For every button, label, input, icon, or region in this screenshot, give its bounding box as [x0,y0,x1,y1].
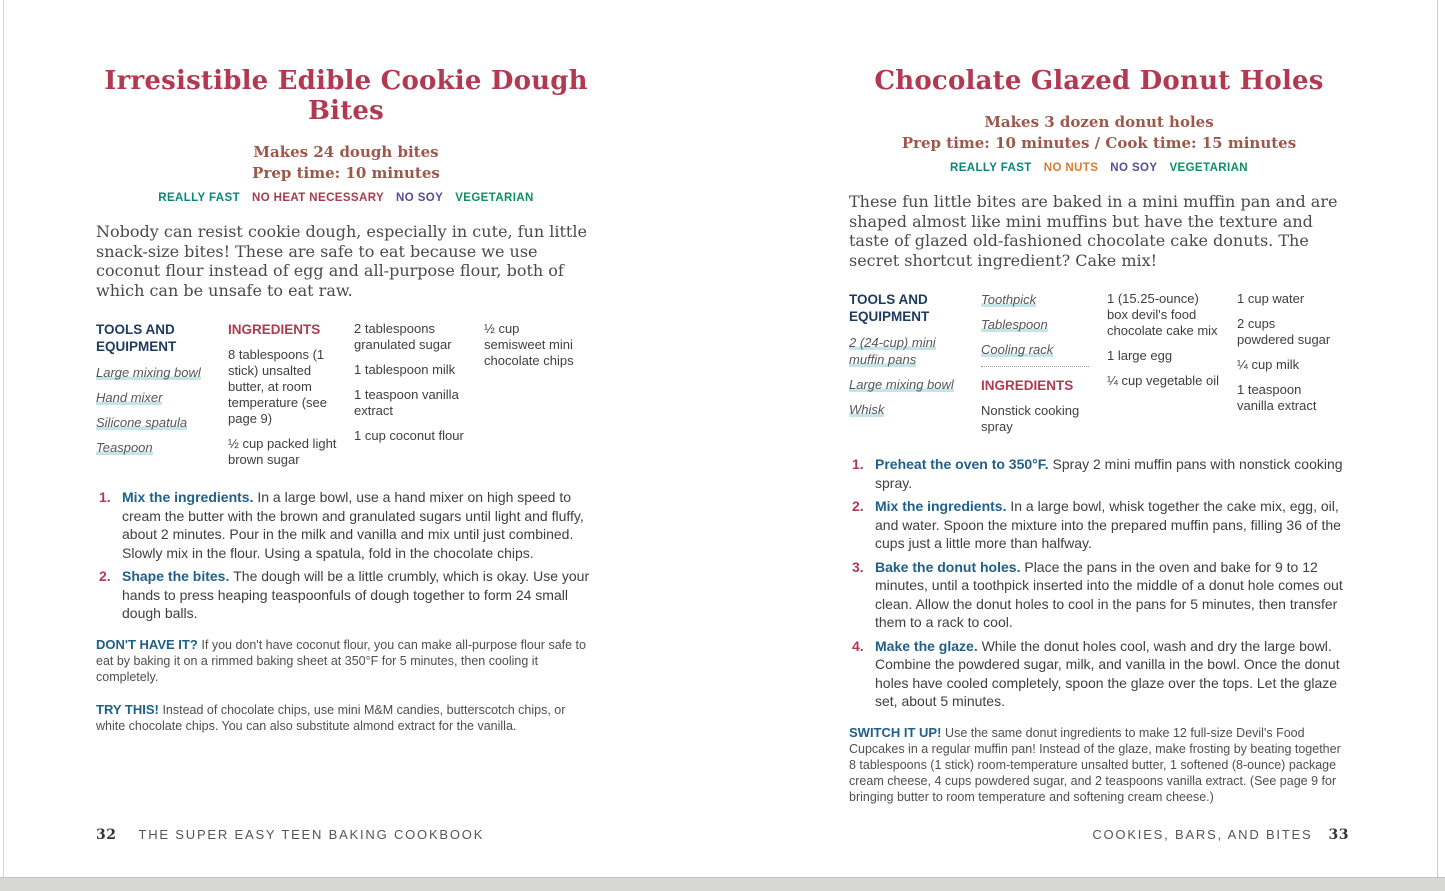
recipe-step [849,637,1349,711]
diet-tag: REALLY FAST [950,162,1032,174]
ingredient-item: Nonstick cooking spray [981,403,1080,434]
page-number: 33 [1328,827,1349,843]
tool-item [981,316,1093,333]
chapter-title: COOKIES, BARS, AND BITES [1092,827,1313,842]
step-lead: Mix the ingredients. [875,498,1011,514]
ingredients-header: INGREDIENTS [981,378,1074,393]
ingredient-item: 1 (15.25-ounce) box devil's food chocolate cake mix [1107,291,1218,338]
step-number: 2. [99,568,111,584]
step-text [875,558,1349,632]
step-number: 2. [852,498,864,514]
ingredient-item: 1 cup water [1237,291,1305,306]
step-body: In a large bowl, use a hand mixer on high speed to cream the butter with the brown and granulated sugars until light and fluffy, about 2 minutes. Pour in the milk and vanilla and mix until just combined. Slowly mix in the flour. Using a spatula, fold in the chocolate chips. [122,489,584,561]
tool-item [96,414,214,431]
recipe-notes [96,637,596,734]
step-lead: Bake the donut holes. [875,558,1025,575]
diet-tag: NO HEAT NECESSARY [252,192,385,204]
recipe-times: Prep time: 10 minutes / Cook time: 15 minutes [901,134,1297,152]
diet-tag: NO NUTS [1043,162,1099,174]
ingredient-item: 1 tablespoon milk [354,362,456,377]
materials-column [228,321,354,477]
diet-tag: VEGETARIAN [1169,162,1248,174]
tool-name: Large mixing bowl [96,365,201,380]
diet-tag: REALLY FAST [158,192,240,204]
right-page-donut-holes [849,0,1349,822]
right-page-footer [849,827,1349,843]
column-divider [981,366,1089,367]
page-edge-right [1437,0,1438,877]
recipe-notes [849,725,1349,805]
step-lead: Shape the bites. [122,568,234,584]
step-text [875,497,1349,553]
materials-column [96,321,228,477]
recipe-step [849,497,1349,553]
ingredient-item: 1 large egg [1107,348,1173,363]
tool-name: Large mixing bowl [849,377,954,392]
tool-name: Silicone spatula [96,415,188,430]
recipe-steps [96,488,596,623]
tool-name: Teaspoon [96,440,153,455]
recipe-intro: These fun little bites are baked in a mini muffin pan and are shaped almost like mini muffins but have the texture and taste of glazed old-fashioned chocolate cake donuts. The secret shortcut ingredient? Cake mix! [849,192,1338,270]
step-body: Place the pans in the oven and bake for 9 to 12 minutes, until a toothpick inserted into the middle of a donut hole comes out clean. Allow the donut holes to cool in the pans for 5 minutes, then transfer them to a rack to cool. [875,558,1343,630]
note-label: SWITCH IT UP! [849,724,946,740]
ingredient-item: ¼ cup milk [1237,357,1300,372]
materials-column [981,291,1107,444]
diet-tag: VEGETARIAN [455,192,534,204]
tools-and-ingredients [849,291,1349,444]
tool-item [981,341,1093,358]
recipe-times: Prep time: 10 minutes [252,164,440,182]
tool-name: Toothpick [981,292,1037,307]
tools-and-ingredients [96,321,596,477]
ingredient-item: ¼ cup vegetable oil [1107,373,1220,388]
step-text [875,637,1349,711]
tools-header: TOOLS AND EQUIPMENT [96,322,177,354]
tool-name: Tablespoon [981,317,1048,332]
materials-column [354,321,484,477]
tool-item [96,439,214,456]
note-body: If you don't have coconut flour, you can make all-purpose flour safe to eat by baking it on a rimmed baking sheet at 350°F for 5 minutes, then cooling it completely. [96,637,586,684]
left-page-cookie-dough-bites [96,0,596,751]
recipe-tags [849,161,1349,175]
materials-column [1107,291,1237,444]
page-edge-left [3,0,4,877]
ingredient-item: 8 tablespoons (1 stick) unsalted butter, at room temperature (see page 9) [228,347,327,426]
recipe-note [849,725,1349,805]
ingredient-item: 1 teaspoon vanilla extract [354,387,459,418]
ingredient-item: 1 teaspoon vanilla extract [1237,382,1317,413]
tool-item [849,376,967,393]
ingredient-item: 2 tablespoons granulated sugar [354,321,452,352]
step-lead: Preheat the oven to 350°F. [875,456,1053,472]
recipe-yield: Makes 3 dozen donut holes [984,113,1214,131]
step-body: The dough will be a little crumbly, which is okay. Use your hands to press heaping teaspoonfuls of dough together to form 24 small dough balls. [122,568,590,621]
page-number: 32 [96,827,117,843]
recipe-step [849,558,1349,632]
tool-item [96,389,214,406]
step-text [122,488,596,562]
tool-name: Cooling rack [981,342,1054,357]
recipe-note [96,637,596,685]
ingredient-item: ½ cup packed light brown sugar [228,436,337,467]
recipe-step [96,567,596,623]
recipe-intro: Nobody can resist cookie dough, especially in cute, fun little snack-size bites! These are safe to eat because we use coconut flour instead of egg and all-purpose flour, both of which can be unsafe to eat raw. [96,222,587,300]
book-title: THE SUPER EASY TEEN BAKING COOKBOOK [138,827,485,842]
note-label: DON'T HAVE IT? [96,636,202,652]
step-text [875,455,1349,492]
step-lead: Mix the ingredients. [122,489,258,505]
tool-item [849,401,967,418]
recipe-tags [96,191,596,205]
ingredient-item: ½ cup semisweet mini chocolate chips [484,321,574,368]
tools-header: TOOLS AND EQUIPMENT [849,292,930,324]
tool-item [96,364,214,381]
ingredients-header: INGREDIENTS [228,322,321,337]
step-body: While the donut holes cool, wash and dry the large bowl. Combine the powdered sugar, milk, and vanilla in the bowl. Once the donut holes have cooled completely, spoon the glaze over the tops. Let the glaze set, about 5 minutes. [875,637,1340,709]
recipe-steps [849,455,1349,711]
note-label: TRY THIS! [96,701,163,717]
step-number: 1. [99,489,111,505]
step-body: In a large bowl, whisk together the cake mix, egg, oil, and water. Spoon the mixture into the prepared muffin pans, filling 36 of the cups just a little more than halfway. [875,498,1341,551]
step-body: Spray 2 mini muffin pans with nonstick cooking spray. [875,456,1343,491]
step-lead: Make the glaze. [875,637,982,654]
step-number: 1. [852,456,864,472]
note-body: Instead of chocolate chips, use mini M&M candies, butterscotch chips, or white chocolate chips. You can also substitute almond extract for the vanilla. [96,702,566,733]
materials-column [1237,291,1349,444]
step-number: 3. [852,558,864,575]
tool-name: 2 (24-cup) mini muffin pans [849,335,936,367]
tool-name: Whisk [849,402,885,417]
step-text [122,567,596,623]
tool-item [849,334,967,368]
tool-name: Hand mixer [96,390,163,405]
step-number: 4. [852,637,864,654]
page-bottom-edge [0,877,1445,891]
recipe-step [96,488,596,562]
recipe-yield: Makes 24 dough bites [253,143,439,161]
materials-column [484,321,596,477]
ingredient-item: 2 cups powdered sugar [1237,316,1331,347]
note-body: Use the same donut ingredients to make 12 full-size Devil's Food Cupcakes in a regular muffin pan! Instead of the glaze, make frosting by beating together 8 tablespoons (1 stick) room-temperature unsalted butter, 1 softened (8-ounce) package cream cheese, 4 cups powdered sugar, and 2 teaspoons vanilla extract. (See page 9 for bringing butter to room temperature and softening cream cheese.) [849,725,1341,804]
diet-tag: NO SOY [396,192,444,204]
ingredient-item: 1 cup coconut flour [354,428,464,443]
recipe-title: Irresistible Edible Cookie Dough Bites [104,66,588,126]
recipe-note [96,702,596,734]
recipe-title: Chocolate Glazed Donut Holes [874,66,1324,96]
left-page-footer [96,827,596,843]
materials-column [849,291,981,444]
diet-tag: NO SOY [1110,162,1158,174]
recipe-step [849,455,1349,492]
tool-item [981,291,1093,308]
